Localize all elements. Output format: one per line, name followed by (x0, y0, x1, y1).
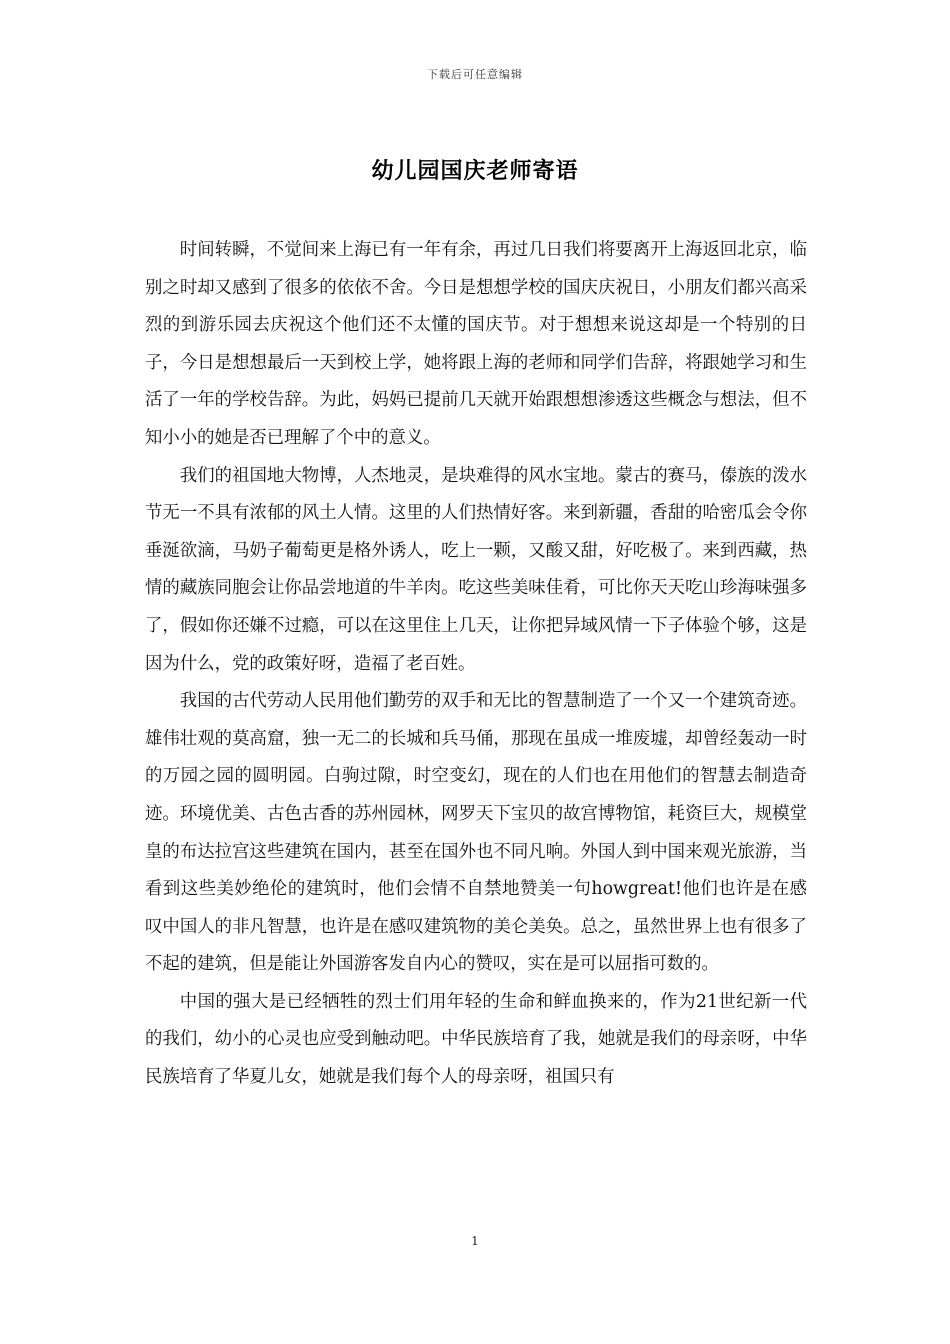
document-title: 幼儿园国庆老师寄语 (371, 158, 579, 184)
paragraph: 时间转瞬，不觉间来上海已有一年有余，再过几日我们将要离开上海返回北京，临别之时却又感到了很多的依依不舍。今日是想想学校的国庆庆祝日，小朋友们都兴高采烈的到游乐园去庆祝这个他们还不太懂的国庆节。对于想想来说这却是一个特别的日子，今日是想想最后一天到校上学，她将跟上海的老师和同学们告辞，将跟她学习和生活了一年的学校告辞。为此，妈妈已提前几天就开始跟想想渗透这些概念与想法，但不知小小的她是否已理解了个中的意义。 (145, 240, 807, 448)
page-number: 1 (471, 1234, 479, 1248)
document-body (145, 232, 807, 1097)
paragraph: 中国的强大是已经牺牲的烈士们用年轻的生命和鲜血换来的，作为21世纪新一代的我们，幼小的心灵也应受到触动吧。中华民族培育了我，她就是我们的母亲呀，中华民族培育了华夏儿女，她就是我们每个人的母亲呀，祖国只有 (145, 991, 807, 1088)
header-note: 下载后可任意编辑 (427, 68, 523, 81)
paragraph: 我国的古代劳动人民用他们勤劳的双手和无比的智慧制造了一个又一个建筑奇迹。雄伟壮观的莫高窟，独一无二的长城和兵马俑，那现在虽成一堆废墟，却曾经轰动一时的万园之园的圆明园。白驹过隙，时空变幻，现在的人们也在用他们的智慧去制造奇迹。环境优美、古色古香的苏州园林，网罗天下宝贝的故宫博物馆，耗资巨大，规模堂皇的布达拉宫这些建筑在国内，甚至在国外也不同凡响。外国人到中国来观光旅游，当看到这些美妙绝伦的建筑时，他们会情不自禁地赞美一句howgreat!他们也许是在感叹中国人的非凡智慧，也许是在感叹建筑物的美仑美奂。总之，虽然世界上也有很多了不起的建筑，但是能让外国游客发自内心的赞叹，实在是可以屈指可数的。 (145, 691, 807, 975)
paragraph: 我们的祖国地大物博，人杰地灵，是块难得的风水宝地。蒙古的赛马，傣族的泼水节无一不具有浓郁的风土人情。这里的人们热情好客。来到新疆，香甜的哈密瓜会令你垂涎欲滴，马奶子葡萄更是格外诱人，吃上一颗，又酸又甜，好吃极了。来到西藏，热情的藏族同胞会让你品尝地道的牛羊肉。吃这些美味佳肴，可比你天天吃山珍海味强多了，假如你还嫌不过瘾，可以在这里住上几天，让你把异域风情一下子体验个够，这是因为什么，党的政策好呀，造福了老百姓。 (145, 465, 807, 674)
